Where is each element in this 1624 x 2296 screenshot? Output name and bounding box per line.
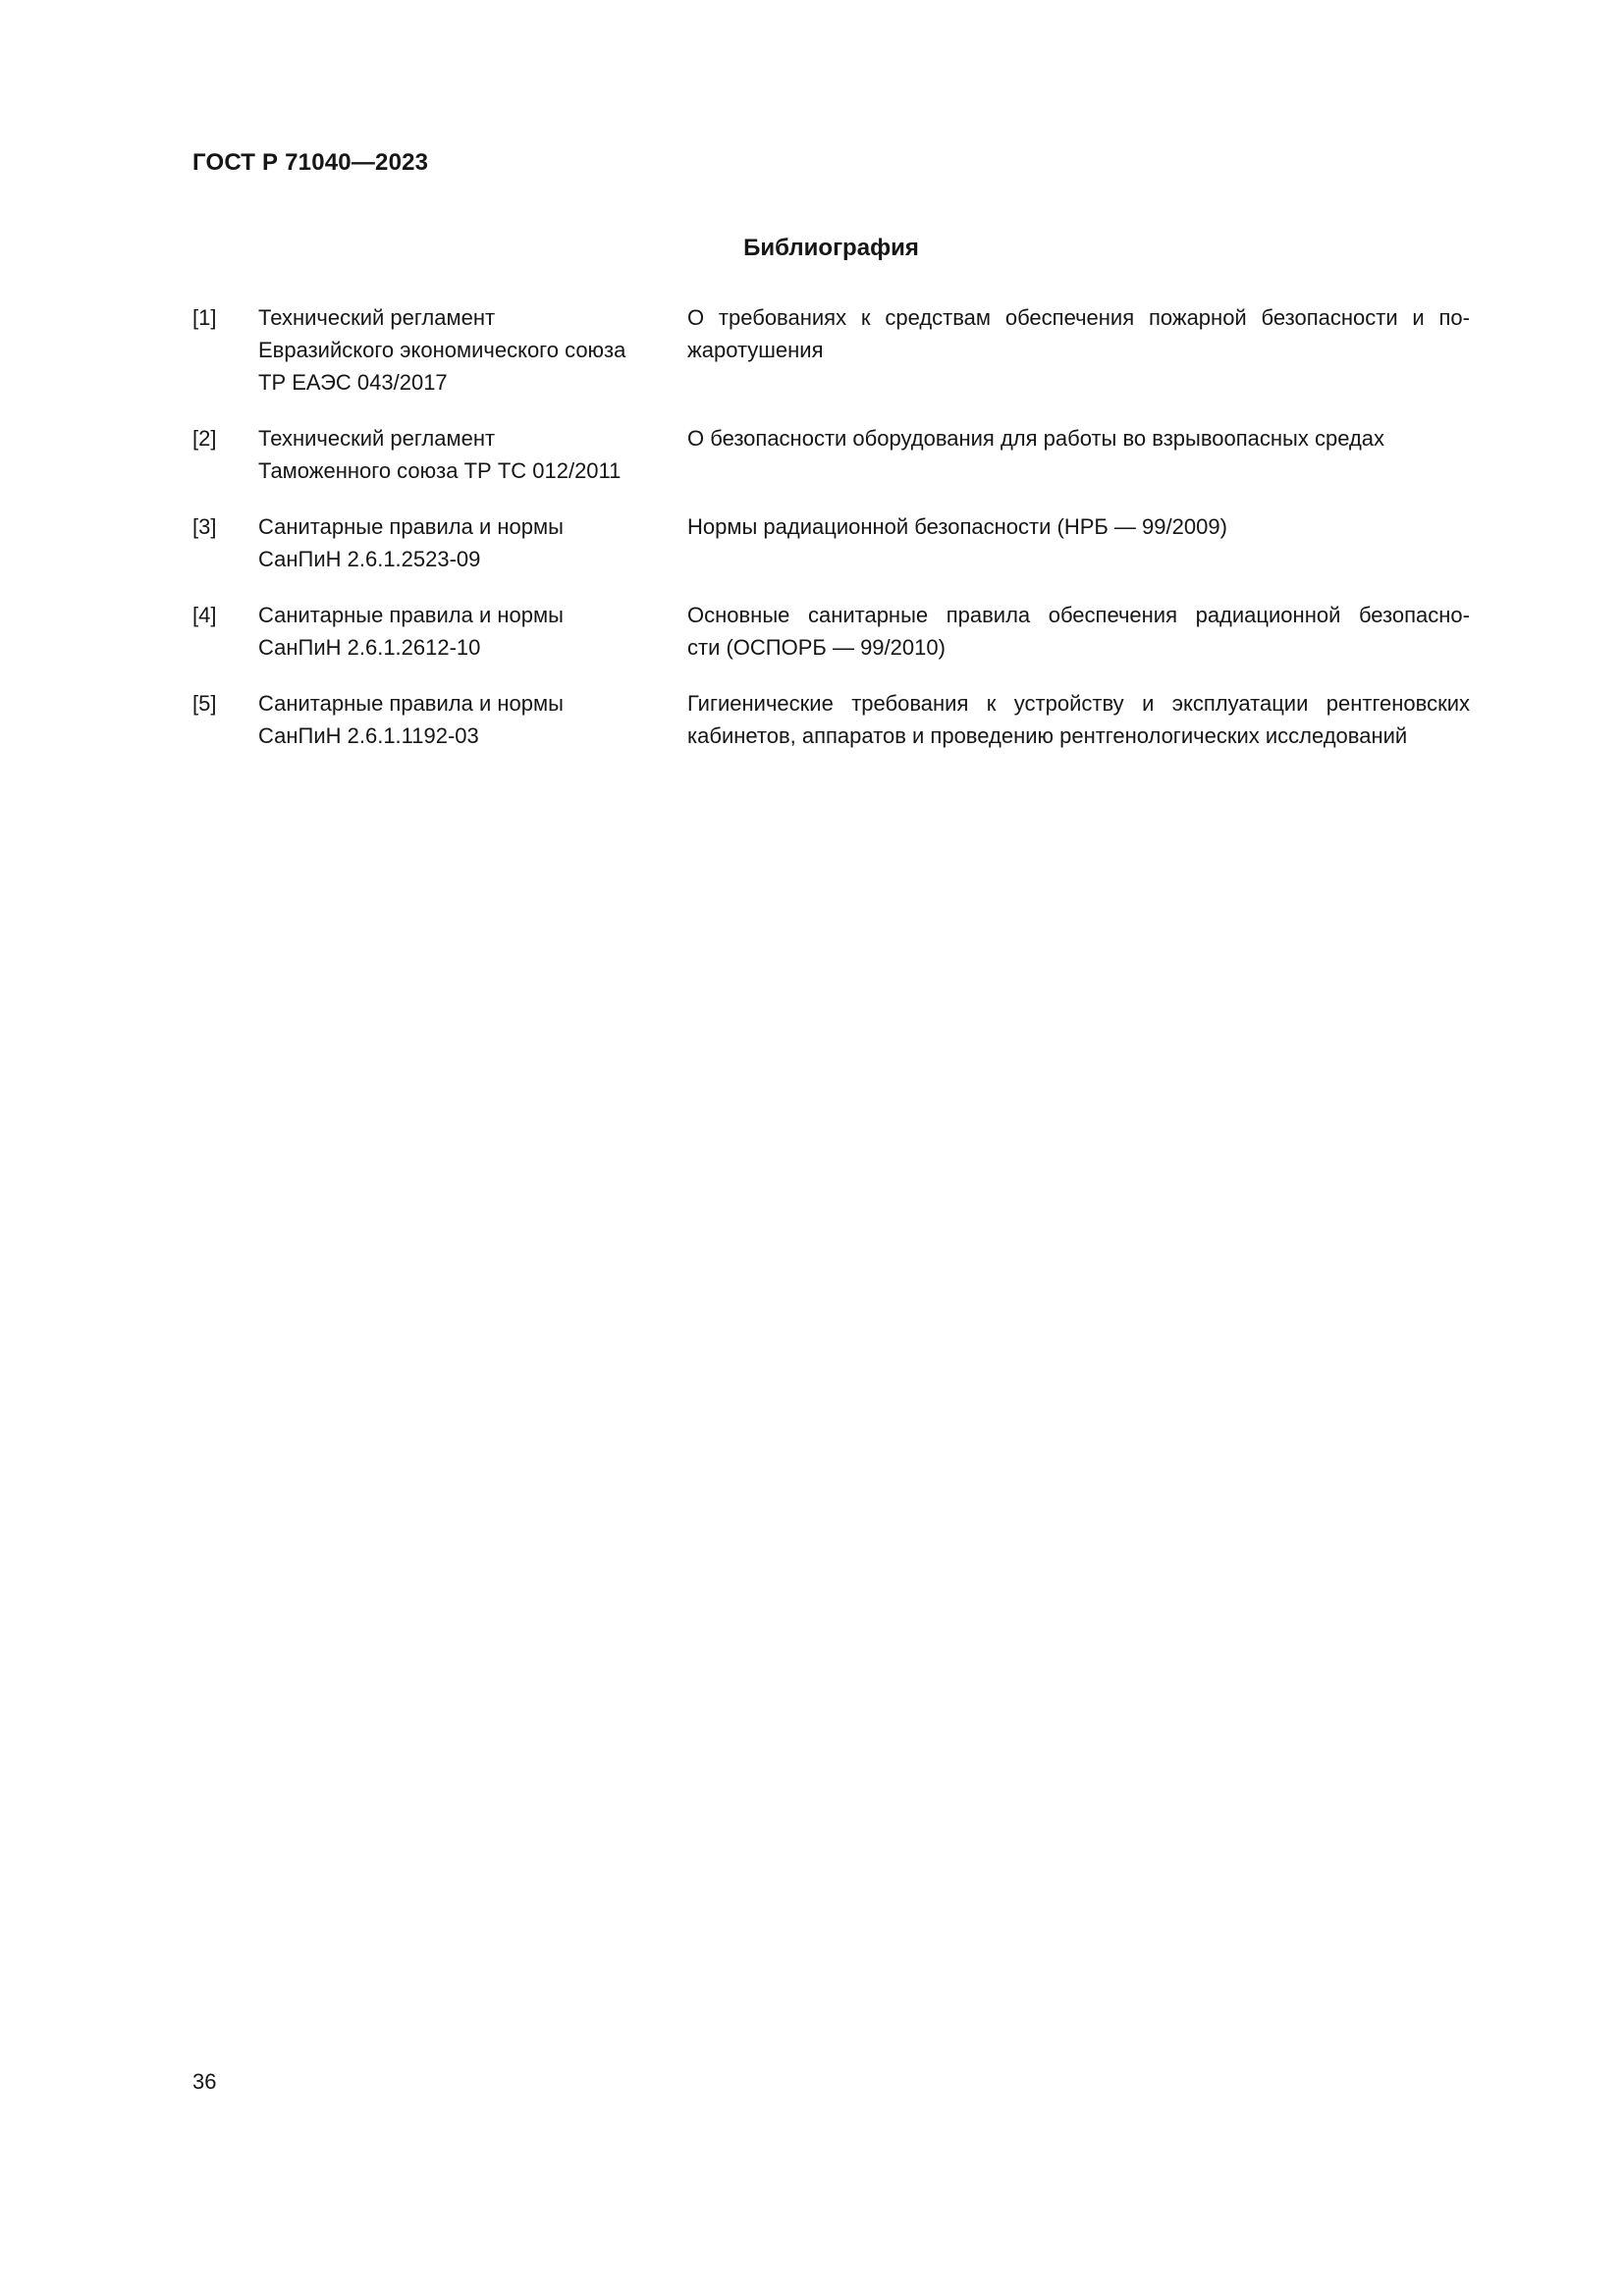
entry-description	[687, 422, 1470, 487]
entry-source	[258, 510, 687, 575]
entry-description	[687, 301, 1470, 399]
entry-source-line: СанПиН 2.6.1.2612-10	[258, 635, 481, 660]
bibliography-list	[192, 301, 1470, 752]
entry-description-line: О требованиях к средствам обеспечения пожарной безопасности и по-	[687, 305, 1470, 330]
entry-description-line: Нормы радиационной безопасности (НРБ — 99/2009)	[687, 514, 1227, 539]
bibliography-entry-1	[192, 301, 1470, 399]
document-page	[192, 0, 1470, 775]
entry-description-line: сти (ОСПОРБ — 99/2010)	[687, 635, 946, 660]
entry-source-line: ТР ЕАЭС 043/2017	[258, 370, 448, 395]
bibliography-entry-5	[192, 687, 1470, 752]
entry-source-line: СанПиН 2.6.1.2523-09	[258, 547, 481, 571]
page-number: 36	[192, 2069, 217, 2094]
entry-description-line: кабинетов, аппаратов и проведению рентгенологических исследований	[687, 723, 1408, 748]
entry-source	[258, 422, 687, 487]
entry-source-line: Санитарные правила и нормы	[258, 514, 564, 539]
entry-description	[687, 687, 1470, 752]
entry-description-line: Основные санитарные правила обеспечения радиационной безопасно-	[687, 603, 1470, 627]
entry-number: [5]	[192, 691, 217, 716]
entry-source-line: Технический регламент	[258, 426, 496, 451]
entry-number: [4]	[192, 603, 217, 627]
entry-source-line: Таможенного союза ТР ТС 012/2011	[258, 458, 622, 483]
bibliography-entry-3	[192, 510, 1470, 575]
document-header: ГОСТ Р 71040—2023	[192, 149, 429, 176]
entry-number: [2]	[192, 426, 217, 451]
entry-number: [1]	[192, 305, 217, 330]
entry-description	[687, 510, 1470, 575]
entry-source	[258, 687, 687, 752]
page-title: Библиография	[743, 235, 919, 261]
entry-description-line: жаротушения	[687, 338, 824, 362]
entry-source-line: СанПиН 2.6.1.1192-03	[258, 723, 479, 748]
bibliography-entry-2	[192, 422, 1470, 487]
entry-description-line: Гигиенические требования к устройству и эксплуатации рентгеновских	[687, 691, 1470, 716]
entry-source-line: Технический регламент	[258, 305, 496, 330]
entry-description-line: О безопасности оборудования для работы во взрывоопасных средах	[687, 426, 1385, 451]
entry-description	[687, 599, 1470, 664]
bibliography-entry-4	[192, 599, 1470, 664]
entry-source-line: Евразийского экономического союза	[258, 338, 626, 362]
entry-source-line: Санитарные правила и нормы	[258, 603, 564, 627]
entry-source	[258, 301, 687, 399]
entry-source-line: Санитарные правила и нормы	[258, 691, 564, 716]
entry-source	[258, 599, 687, 664]
entry-number: [3]	[192, 514, 217, 539]
